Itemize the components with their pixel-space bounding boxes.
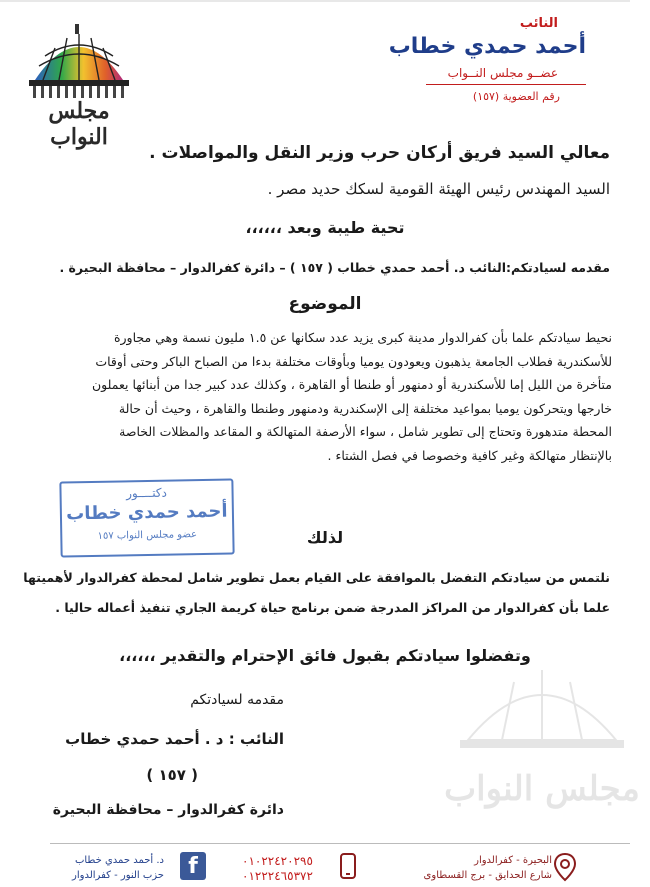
body-line: خارجها ويتحركون يوميا بمواعيد مختلفة إلى الإسكندرية ودمنهور وطنطا والقاهرة ، وحيث أن حالة [118, 400, 612, 416]
location-pin-icon [553, 852, 577, 882]
request-line-2: علما بأن كفرالدوار من المراكز المدرجة ضمن برنامج حياة كريمة الجاري تنفيذ أعماله حاليا . [55, 600, 610, 615]
body-line: بالإنتظار متهالكة وغير كافية وخصوصا في فصل الشتاء . [327, 447, 612, 463]
watermark-dome-icon [444, 660, 640, 830]
recipient-minister: معالي السيد فريق أركان حرب وزير النقل والمواصلات . [149, 143, 610, 163]
request-line-1: نلتمس من سيادتكم التفضل بالموافقة على القيام بعمل تطوير شامل لمحطة كفرالدوار لأهميتها [23, 570, 610, 585]
therefore-heading: لذلك [306, 528, 344, 547]
signature-line-1: مقدمه لسيادتكم [190, 692, 284, 708]
signature-line-4: دائرة كفرالدوار – محافظة البحيرة [52, 802, 284, 818]
footer-phone-1: ٠١٠٢٢٤٢٠٢٩٥ [242, 854, 313, 868]
stamp-title: دكتــــور [126, 485, 168, 501]
footer-fb-name-1: د. أحمد حمدي خطاب [74, 855, 164, 866]
body-line: متأخرة من الليل إما للأسكندرية أو دمنهور أو طنطا أو القاهرة ، وكذلك عدد كبير جدا من أبنائها يعملون [91, 377, 612, 392]
body-line: للأسكندرية فطلاب الجامعة يذهبون ويعودون يوميا وبأوقات مختلفة بدءا من الصباح الباكر وحتى أوقات [95, 353, 612, 369]
facebook-icon: f [180, 852, 206, 880]
logo-text: مجلس النواب [48, 98, 110, 150]
footer-address-1: البحيرة - كفرالدوار [474, 855, 552, 866]
header-name: أحمد حمدي خطاب [388, 34, 586, 59]
body-line: نحيط سيادتكم علما بأن كفرالدوار مدينة كبرى يزيد عدد سكانها عن ١.٥ مليون نسمة وهي مجاورة [113, 330, 612, 345]
footer-fb-name-2: حزب النور - كفرالدوار [72, 870, 164, 881]
signature-line-2: النائب : د . أحمد حمدي خطاب [65, 730, 284, 748]
footer-address-2: شارع الحدايق - برج القسطاوى [423, 870, 552, 881]
parliament-logo [25, 22, 133, 150]
closing: وتفضلوا سيادتكم بقبول فائق الإحترام والتقدير ،،،،،، [119, 646, 531, 665]
body-line: المحطة متدهورة وتحتاج إلى تطوير شامل ، سواء الأرصفة المتهالكة و المقاعد والمظلات الخاصة [119, 424, 612, 439]
subject-heading: الموضوع [288, 294, 362, 314]
svg-text:مجلس النواب: مجلس النواب [444, 769, 640, 809]
stamp-name: أحمد حمدي خطاب [66, 500, 228, 525]
top-border [0, 0, 630, 2]
recipient-railway: السيد المهندس رئيس الهيئة القومية لسكك حديد مصر . [267, 180, 610, 198]
submitted-by: مقدمه لسيادتكم:النائب د. أحمد حمدي خطاب ( ١٥٧ ) – دائرة كفرالدوار – محافظة البحيرة . [59, 260, 610, 275]
footer-phone-2: ٠١٢٢٢٤٦٥٣٧٢ [242, 869, 313, 883]
header-title-small: النائب [519, 16, 558, 31]
greeting: تحية طيبة وبعد ،،،،،، [245, 218, 405, 237]
phone-icon [338, 853, 358, 879]
stamp-member: عضو مجلس النواب ١٥٧ [97, 529, 198, 542]
membership-number: رقم العضوية (١٥٧) [472, 90, 560, 103]
header-member: عضــو مجلس النــواب [447, 66, 558, 80]
header-divider [426, 84, 586, 85]
body-paragraph [40, 326, 612, 467]
signature-line-3: ( ١٥٧ ) [146, 766, 198, 784]
dome-icon [25, 22, 133, 102]
footer-divider [50, 843, 630, 844]
